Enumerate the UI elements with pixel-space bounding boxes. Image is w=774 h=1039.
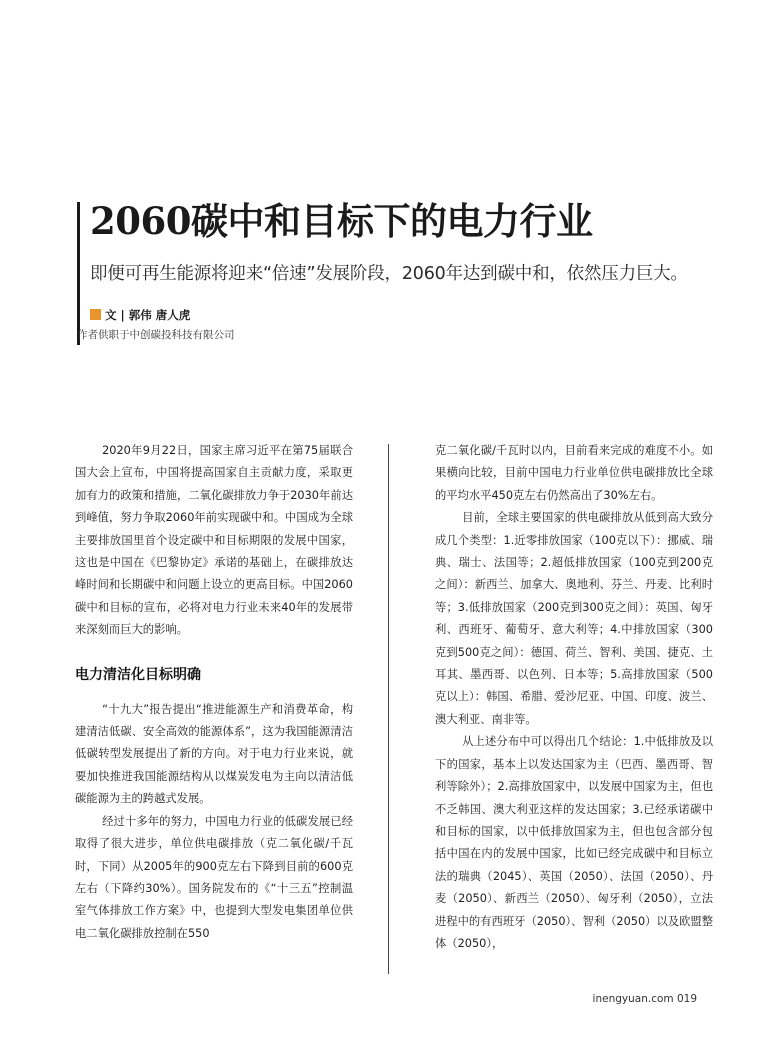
- body-paragraph: 2020年9月22日，国家主席习近平在第75届联合国大会上宣布，中国将提高国家自主贡献力度，采取更加有力的政策和措施，二氧化碳排放力争于2030年前达到峰值，努力争取2060年前实现碳中和。中国成为全球主要排放国里首个设定碳中和目标期限的发展中国家，这也是中国在《巴黎协定》承诺的基础上，在碳排放达峰时间和长期碳中和问题上设立的更高目标。中国2060碳中和目标的宣布，必将对电力行业未来40年的发展带来深刻而巨大的影响。: [75, 444, 353, 637]
- byline-authors: 文 | 郭伟 唐人虎: [105, 308, 191, 322]
- author-affiliation: 作者供职于中创碳投科技有限公司: [77, 329, 235, 341]
- body-paragraph: “十九大”报告提出“推进能源生产和消费革命，构建清洁低碳、安全高效的能源体系”，这为我国能源清洁低碳转型发展提出了新的方向。对于电力行业来说，就要加快推进我国能源结构从以煤炭发电为主向以清洁低碳能源为主的跨越式发展。: [75, 702, 353, 806]
- right-column: [435, 440, 713, 955]
- body-paragraph: 从上述分布中可以得出几个结论：1.中低排放及以下的国家，基本上以发达国家为主（巴西、墨西哥、智利等除外）；2.高排放国家中，以发展中国家为主，但也不乏韩国、澳大利亚这样的发达国家；3.已经承诺碳中和目标的国家，以中低排放国家为主，但也包含部分包括中国在内的发展中国家，比如已经完成碳中和目标立法的瑞典（2045）、英国（2050）、法国（2050）、丹麦（2050）、新西兰（2050）、匈牙利（2050），立法进程中的有西班牙（2050）、智利（2050）以及欧盟整体（2050），: [435, 735, 713, 950]
- article-title: 2060碳中和目标下的电力行业: [90, 199, 593, 243]
- article-subtitle: 即便可再生能源将迎来“倍速”发展阶段，2060年达到碳中和，依然压力巨大。: [90, 264, 688, 284]
- page-footer: inengyuan.com 019: [592, 993, 697, 1005]
- body-paragraph: 目前，全球主要国家的供电碳排放从低到高大致分成几个类型：1.近零排放国家（100克以下）：挪威、瑞典、瑞士、法国等；2.超低排放国家（100克到200克之间）：新西兰、加拿大、奥地利、芬兰、丹麦、比利时等；3.低排放国家（200克到300克之间）：英国、匈牙利、西班牙、葡萄牙、意大利等；4.中排放国家（300克到500克之间）：德国、荷兰、智利、美国、捷克、土耳其、墨西哥、以色列、日本等；5.高排放国家（500克以上）：韩国、希腊、爱沙尼亚、中国、印度、波兰、澳大利亚、南非等。: [435, 511, 713, 726]
- byline: [90, 307, 190, 323]
- byline-square-icon: [90, 309, 101, 320]
- left-column: [75, 440, 353, 945]
- title-rule: [77, 202, 80, 345]
- body-paragraph: 经过十多年的努力，中国电力行业的低碳发展已经取得了很大进步，单位供电碳排放（克二氧化碳/千瓦时，下同）从2005年的900克左右下降到目前的600克左右（下降约30%）。国务院发布的《“十三五”控制温室气体排放工作方案》中，也提到大型发电集团单位供电二氧化碳排放控制在550: [75, 814, 353, 940]
- column-divider: [388, 444, 389, 974]
- body-paragraph-continued: 克二氧化碳/千瓦时以内，目前看来完成的难度不小。如果横向比较，目前中国电力行业单位供电碳排放比全球的平均水平450克左右仍然高出了30%左右。: [435, 444, 713, 502]
- section-heading: 电力清洁化目标明确: [75, 666, 201, 683]
